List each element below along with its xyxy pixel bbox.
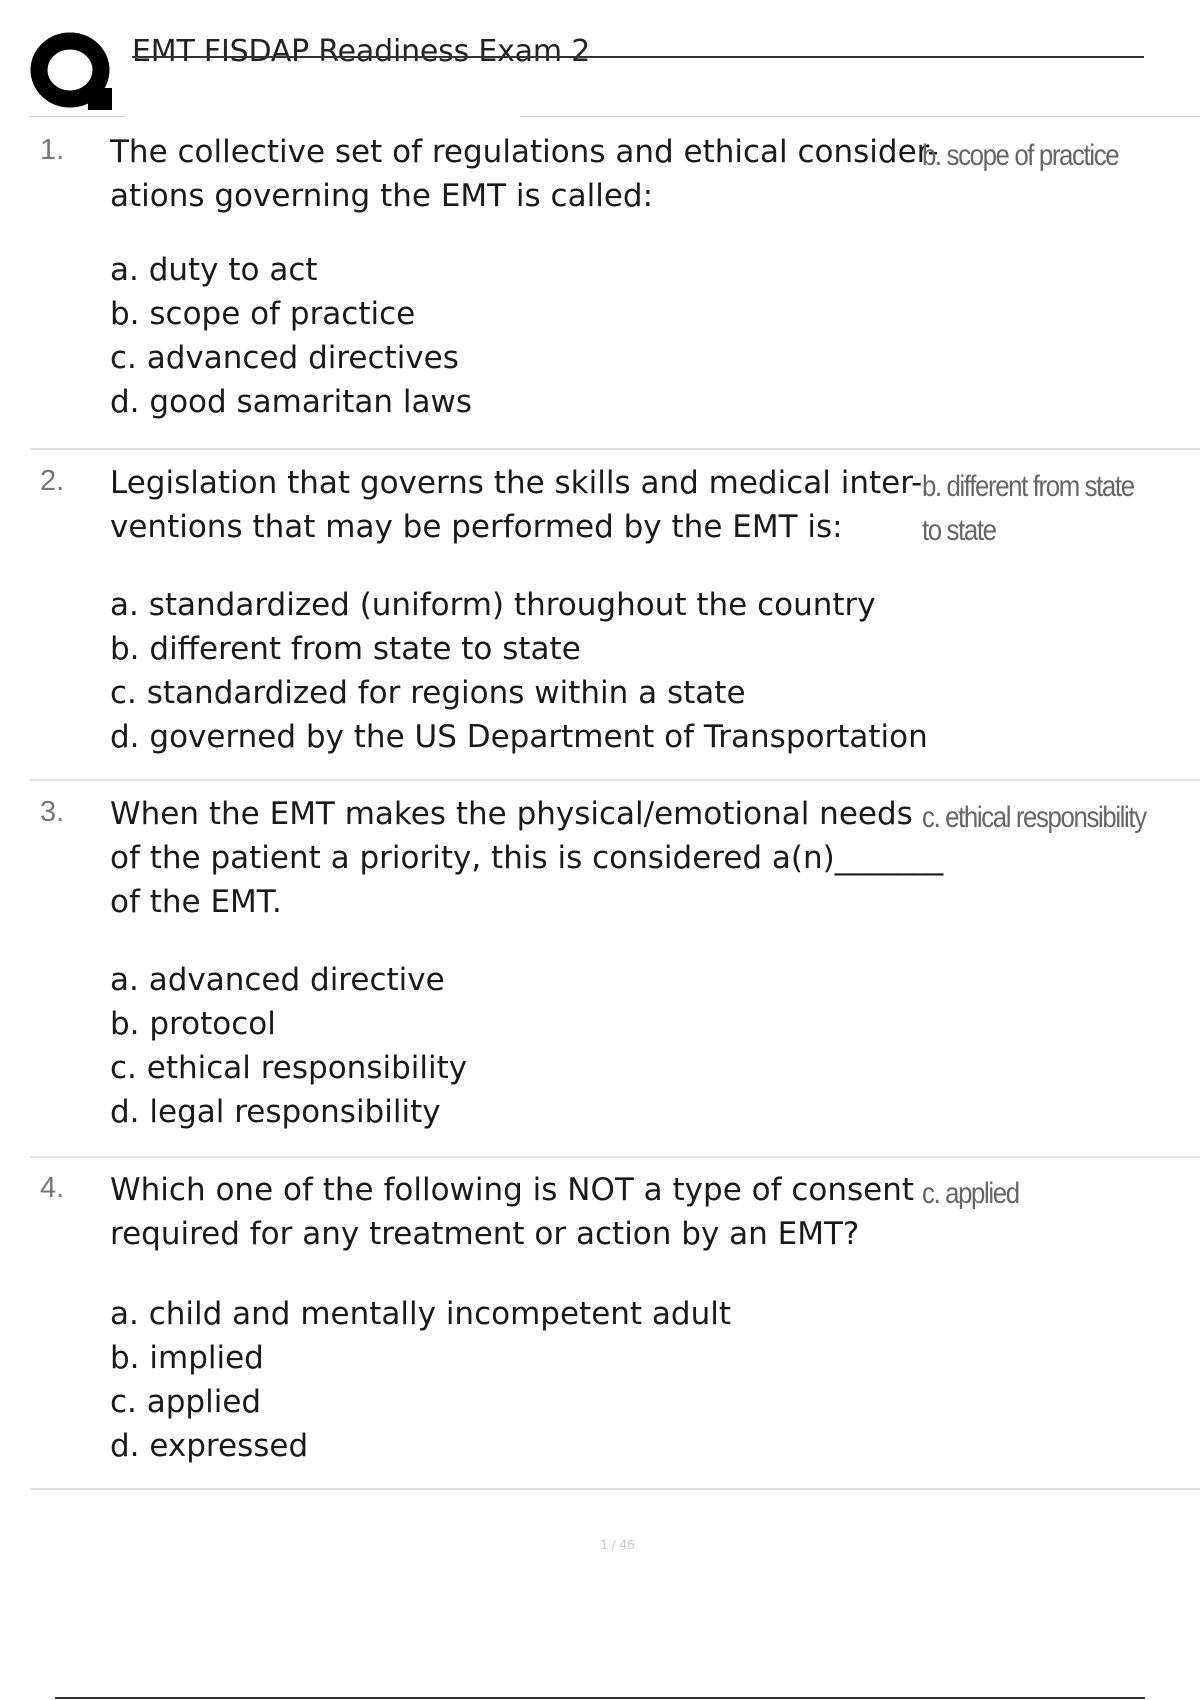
options-list [110, 958, 467, 1134]
option-d: d. governed by the US Department of Transportation [110, 719, 928, 755]
question-number: 3. [40, 796, 65, 828]
answer-text: c. applied [922, 1177, 1019, 1210]
option-d: d. expressed [110, 1428, 309, 1464]
option-c: c. standardized for regions within a state [110, 675, 746, 711]
options-list [110, 583, 928, 759]
footer-divider [55, 1697, 1145, 1699]
question-text: The collective set of regulations and ethical consider- ations governing the EMT is called: [110, 134, 939, 214]
option-c: c. applied [110, 1384, 262, 1420]
document-title: EMT FISDAP Readiness Exam 2 [132, 34, 591, 69]
option-b: b. different from state to state [110, 631, 581, 667]
option-b: b. protocol [110, 1006, 276, 1042]
option-a: a. child and mentally incompetent adult [110, 1296, 732, 1332]
answer-text: c. ethical responsibility [922, 801, 1146, 834]
option-d: d. good samaritan laws [110, 384, 472, 420]
title-underline [132, 56, 1144, 58]
option-a: a. standardized (uniform) throughout the country [110, 587, 876, 623]
option-c: c. advanced directives [110, 340, 459, 376]
question-text: Legislation that governs the skills and medical inter- ventions that may be performed by the EMT is: [110, 465, 923, 545]
question-4 [30, 1168, 1200, 1490]
question-text: When the EMT makes the physical/emotional needs of the patient a priority, this is considered a(n)_______ of the EMT. [110, 796, 944, 920]
q-logo-icon [30, 30, 114, 114]
options-list [110, 1292, 731, 1468]
option-c: c. ethical responsibility [110, 1050, 468, 1086]
options-list [110, 248, 472, 424]
option-b: b. implied [110, 1340, 264, 1376]
header-divider-left [30, 116, 125, 117]
option-a: a. duty to act [110, 252, 318, 288]
question-number: 2. [40, 465, 65, 497]
option-b: b. scope of practice [110, 296, 416, 332]
header-divider-right [520, 116, 1200, 117]
question-text: Which one of the following is NOT a type of consent required for any treatment or action by an EMT? [110, 1172, 915, 1252]
question-1 [30, 130, 1200, 450]
question-2 [30, 461, 1200, 781]
option-d: d. legal responsibility [110, 1094, 441, 1130]
question-3 [30, 792, 1200, 1158]
question-number: 4. [40, 1172, 65, 1204]
answer-text: b. different from state to state [922, 470, 1134, 547]
answer-text: b. scope of practice [922, 139, 1119, 172]
option-a: a. advanced directive [110, 962, 445, 998]
page-number: 1 / 46 [600, 1538, 635, 1552]
question-number: 1. [40, 134, 65, 166]
